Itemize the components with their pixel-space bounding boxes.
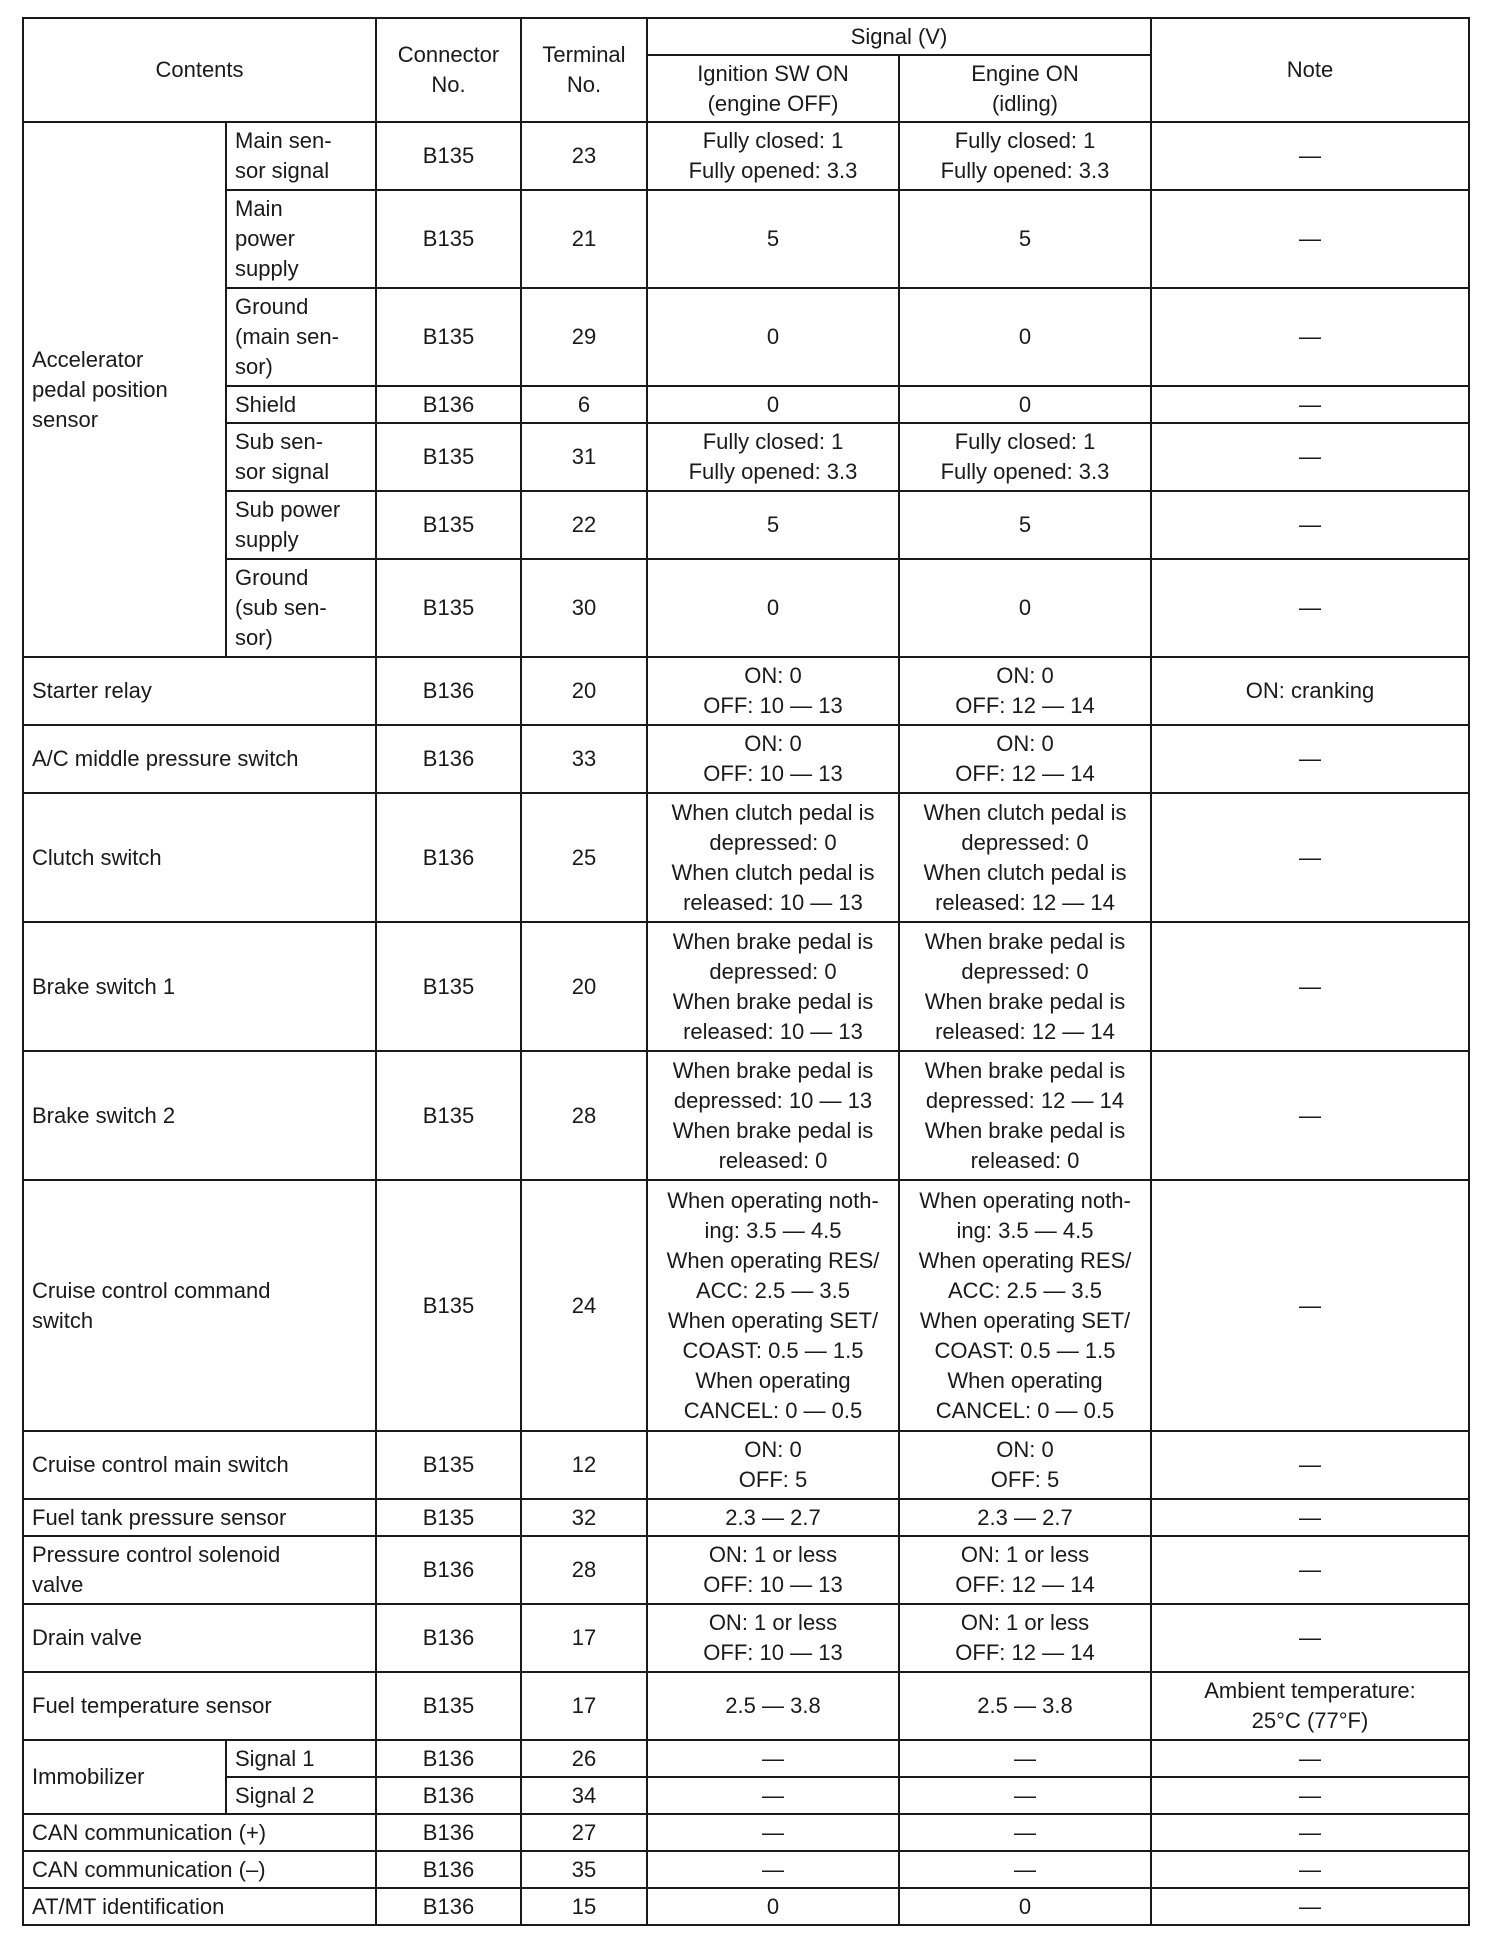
- row-connector: B135: [376, 922, 521, 1051]
- row-signal-engine-on: ON: 1 or less OFF: 12 — 14: [899, 1604, 1151, 1672]
- row-contents: Drain valve: [23, 1604, 376, 1672]
- row-terminal: 22: [521, 491, 647, 559]
- row-note: —: [1151, 1777, 1469, 1814]
- table-row: [23, 1499, 1469, 1536]
- row-note: —: [1151, 288, 1469, 386]
- table-row: [23, 1672, 1469, 1740]
- row-signal-ignition-on: 0: [647, 288, 899, 386]
- row-subitem: Sub sen- sor signal: [226, 423, 376, 491]
- row-contents: Clutch switch: [23, 793, 376, 922]
- row-contents: CAN communication (+): [23, 1814, 376, 1851]
- table-row: [23, 1740, 1469, 1777]
- row-note: —: [1151, 1851, 1469, 1888]
- row-note: —: [1151, 1499, 1469, 1536]
- row-signal-engine-on: 0: [899, 1888, 1151, 1925]
- row-connector: B136: [376, 793, 521, 922]
- row-signal-ignition-on: 0: [647, 1888, 899, 1925]
- row-connector: B135: [376, 288, 521, 386]
- row-contents: AT/MT identification: [23, 1888, 376, 1925]
- row-terminal: 26: [521, 1740, 647, 1777]
- row-connector: B136: [376, 1604, 521, 1672]
- row-terminal: 6: [521, 386, 647, 423]
- row-connector: B136: [376, 1888, 521, 1925]
- header-terminal-no: Terminal No.: [521, 18, 647, 122]
- row-terminal: 35: [521, 1851, 647, 1888]
- row-note: —: [1151, 122, 1469, 190]
- row-subitem: Ground (sub sen- sor): [226, 559, 376, 657]
- row-signal-engine-on: Fully closed: 1 Fully opened: 3.3: [899, 423, 1151, 491]
- table-row: [23, 1888, 1469, 1925]
- table-row: [23, 423, 1469, 491]
- row-signal-engine-on: 0: [899, 288, 1151, 386]
- row-terminal: 24: [521, 1180, 647, 1431]
- row-signal-engine-on: When brake pedal is depressed: 0 When brake pedal is released: 12 — 14: [899, 922, 1151, 1051]
- row-subitem: Sub power supply: [226, 491, 376, 559]
- row-terminal: 31: [521, 423, 647, 491]
- row-note: —: [1151, 793, 1469, 922]
- row-signal-engine-on: 5: [899, 190, 1151, 288]
- table-row: [23, 1431, 1469, 1499]
- group-immobilizer: Immobilizer: [23, 1740, 226, 1814]
- header-contents: Contents: [23, 18, 376, 122]
- row-signal-engine-on: ON: 0 OFF: 5: [899, 1431, 1151, 1499]
- row-note: —: [1151, 922, 1469, 1051]
- row-note: —: [1151, 559, 1469, 657]
- row-signal-engine-on: When operating noth- ing: 3.5 — 4.5 When operating RES/ ACC: 2.5 — 3.5 When operating SET/ COAST: 0.5 — 1.5 When operating CANCEL: 0 — 0.5: [899, 1180, 1151, 1431]
- row-signal-ignition-on: 5: [647, 190, 899, 288]
- row-terminal: 12: [521, 1431, 647, 1499]
- row-signal-ignition-on: 2.3 — 2.7: [647, 1499, 899, 1536]
- row-contents: CAN communication (–): [23, 1851, 376, 1888]
- group-accelerator-pedal-position-sensor: Accelerator pedal position sensor: [23, 122, 226, 657]
- table-row: [23, 122, 1469, 190]
- header-ignition-sw-on: Ignition SW ON (engine OFF): [647, 55, 899, 122]
- row-signal-ignition-on: When brake pedal is depressed: 10 — 13 When brake pedal is released: 0: [647, 1051, 899, 1180]
- table-row: [23, 559, 1469, 657]
- row-contents: Fuel temperature sensor: [23, 1672, 376, 1740]
- row-note: —: [1151, 725, 1469, 793]
- table-row: [23, 922, 1469, 1051]
- row-signal-engine-on: 5: [899, 491, 1151, 559]
- header-note: Note: [1151, 18, 1469, 122]
- row-signal-engine-on: ON: 0 OFF: 12 — 14: [899, 725, 1151, 793]
- row-contents: Starter relay: [23, 657, 376, 725]
- row-connector: B136: [376, 657, 521, 725]
- row-connector: B135: [376, 1180, 521, 1431]
- row-note: —: [1151, 190, 1469, 288]
- row-note: —: [1151, 1431, 1469, 1499]
- row-signal-engine-on: 0: [899, 386, 1151, 423]
- table-row: [23, 190, 1469, 288]
- row-connector: B135: [376, 1499, 521, 1536]
- table-row: [23, 1604, 1469, 1672]
- terminal-signal-table-page: [22, 17, 1468, 1926]
- row-note: —: [1151, 423, 1469, 491]
- row-connector: B135: [376, 559, 521, 657]
- row-signal-engine-on: 2.5 — 3.8: [899, 1672, 1151, 1740]
- row-signal-ignition-on: —: [647, 1777, 899, 1814]
- row-subitem: Main sen- sor signal: [226, 122, 376, 190]
- row-signal-engine-on: —: [899, 1851, 1151, 1888]
- row-signal-engine-on: —: [899, 1814, 1151, 1851]
- row-terminal: 21: [521, 190, 647, 288]
- row-connector: B136: [376, 386, 521, 423]
- row-signal-engine-on: ON: 1 or less OFF: 12 — 14: [899, 1536, 1151, 1604]
- row-signal-ignition-on: ON: 0 OFF: 10 — 13: [647, 657, 899, 725]
- header-engine-on: Engine ON (idling): [899, 55, 1151, 122]
- row-connector: B136: [376, 1777, 521, 1814]
- row-contents: Brake switch 2: [23, 1051, 376, 1180]
- row-connector: B135: [376, 1051, 521, 1180]
- row-connector: B136: [376, 1536, 521, 1604]
- row-note: —: [1151, 1536, 1469, 1604]
- row-note: —: [1151, 1740, 1469, 1777]
- row-signal-ignition-on: —: [647, 1851, 899, 1888]
- row-contents: Brake switch 1: [23, 922, 376, 1051]
- table-row: [23, 1814, 1469, 1851]
- row-terminal: 17: [521, 1604, 647, 1672]
- row-signal-ignition-on: ON: 1 or less OFF: 10 — 13: [647, 1604, 899, 1672]
- row-terminal: 20: [521, 922, 647, 1051]
- row-contents: Cruise control main switch: [23, 1431, 376, 1499]
- row-subitem: Signal 2: [226, 1777, 376, 1814]
- row-signal-ignition-on: 0: [647, 386, 899, 423]
- table-row: [23, 491, 1469, 559]
- row-signal-engine-on: Fully closed: 1 Fully opened: 3.3: [899, 122, 1151, 190]
- table-row: [23, 386, 1469, 423]
- row-signal-ignition-on: 2.5 — 3.8: [647, 1672, 899, 1740]
- row-note: —: [1151, 491, 1469, 559]
- row-note: —: [1151, 1604, 1469, 1672]
- row-signal-ignition-on: 0: [647, 559, 899, 657]
- row-terminal: 28: [521, 1536, 647, 1604]
- row-signal-engine-on: 2.3 — 2.7: [899, 1499, 1151, 1536]
- row-subitem: Shield: [226, 386, 376, 423]
- row-connector: B136: [376, 1814, 521, 1851]
- row-connector: B135: [376, 423, 521, 491]
- row-terminal: 23: [521, 122, 647, 190]
- row-signal-ignition-on: ON: 0 OFF: 10 — 13: [647, 725, 899, 793]
- table-row: [23, 1851, 1469, 1888]
- row-terminal: 32: [521, 1499, 647, 1536]
- row-note: —: [1151, 1051, 1469, 1180]
- row-signal-ignition-on: 5: [647, 491, 899, 559]
- row-subitem: Main power supply: [226, 190, 376, 288]
- row-signal-engine-on: ON: 0 OFF: 12 — 14: [899, 657, 1151, 725]
- table-row: [23, 725, 1469, 793]
- row-connector: B135: [376, 491, 521, 559]
- row-signal-ignition-on: When clutch pedal is depressed: 0 When clutch pedal is released: 10 — 13: [647, 793, 899, 922]
- row-note: —: [1151, 1814, 1469, 1851]
- row-connector: B136: [376, 1851, 521, 1888]
- row-subitem: Signal 1: [226, 1740, 376, 1777]
- row-signal-ignition-on: Fully closed: 1 Fully opened: 3.3: [647, 423, 899, 491]
- row-contents: A/C middle pressure switch: [23, 725, 376, 793]
- row-terminal: 15: [521, 1888, 647, 1925]
- row-signal-engine-on: —: [899, 1740, 1151, 1777]
- table-row: [23, 1180, 1469, 1431]
- table-row: [23, 1777, 1469, 1814]
- row-signal-ignition-on: ON: 0 OFF: 5: [647, 1431, 899, 1499]
- row-terminal: 29: [521, 288, 647, 386]
- header-connector-no: Connector No.: [376, 18, 521, 122]
- row-connector: B135: [376, 1672, 521, 1740]
- row-note: Ambient temperature: 25°C (77°F): [1151, 1672, 1469, 1740]
- row-signal-ignition-on: When operating noth- ing: 3.5 — 4.5 When operating RES/ ACC: 2.5 — 3.5 When operating SET/ COAST: 0.5 — 1.5 When operating CANCEL: 0 — 0.5: [647, 1180, 899, 1431]
- row-terminal: 33: [521, 725, 647, 793]
- table-row: [23, 1536, 1469, 1604]
- table-row: [23, 793, 1469, 922]
- row-contents: Pressure control solenoid valve: [23, 1536, 376, 1604]
- header-signal: Signal (V): [647, 18, 1151, 55]
- row-signal-ignition-on: ON: 1 or less OFF: 10 — 13: [647, 1536, 899, 1604]
- row-signal-engine-on: 0: [899, 559, 1151, 657]
- row-terminal: 17: [521, 1672, 647, 1740]
- row-connector: B135: [376, 122, 521, 190]
- row-terminal: 20: [521, 657, 647, 725]
- row-terminal: 28: [521, 1051, 647, 1180]
- row-signal-ignition-on: —: [647, 1740, 899, 1777]
- table-row: [23, 657, 1469, 725]
- row-signal-engine-on: When brake pedal is depressed: 12 — 14 When brake pedal is released: 0: [899, 1051, 1151, 1180]
- row-signal-ignition-on: When brake pedal is depressed: 0 When brake pedal is released: 10 — 13: [647, 922, 899, 1051]
- row-connector: B135: [376, 190, 521, 288]
- row-terminal: 25: [521, 793, 647, 922]
- row-connector: B135: [376, 1431, 521, 1499]
- row-signal-ignition-on: Fully closed: 1 Fully opened: 3.3: [647, 122, 899, 190]
- row-terminal: 34: [521, 1777, 647, 1814]
- signal-table: [22, 17, 1470, 1926]
- row-note: —: [1151, 386, 1469, 423]
- row-note: —: [1151, 1180, 1469, 1431]
- row-subitem: Ground (main sen- sor): [226, 288, 376, 386]
- row-note: ON: cranking: [1151, 657, 1469, 725]
- row-signal-engine-on: When clutch pedal is depressed: 0 When clutch pedal is released: 12 — 14: [899, 793, 1151, 922]
- table-row: [23, 288, 1469, 386]
- row-contents: Cruise control command switch: [23, 1180, 376, 1431]
- row-signal-ignition-on: —: [647, 1814, 899, 1851]
- row-contents: Fuel tank pressure sensor: [23, 1499, 376, 1536]
- row-terminal: 30: [521, 559, 647, 657]
- table-row: [23, 1051, 1469, 1180]
- row-note: —: [1151, 1888, 1469, 1925]
- row-connector: B136: [376, 1740, 521, 1777]
- row-signal-engine-on: —: [899, 1777, 1151, 1814]
- row-terminal: 27: [521, 1814, 647, 1851]
- row-connector: B136: [376, 725, 521, 793]
